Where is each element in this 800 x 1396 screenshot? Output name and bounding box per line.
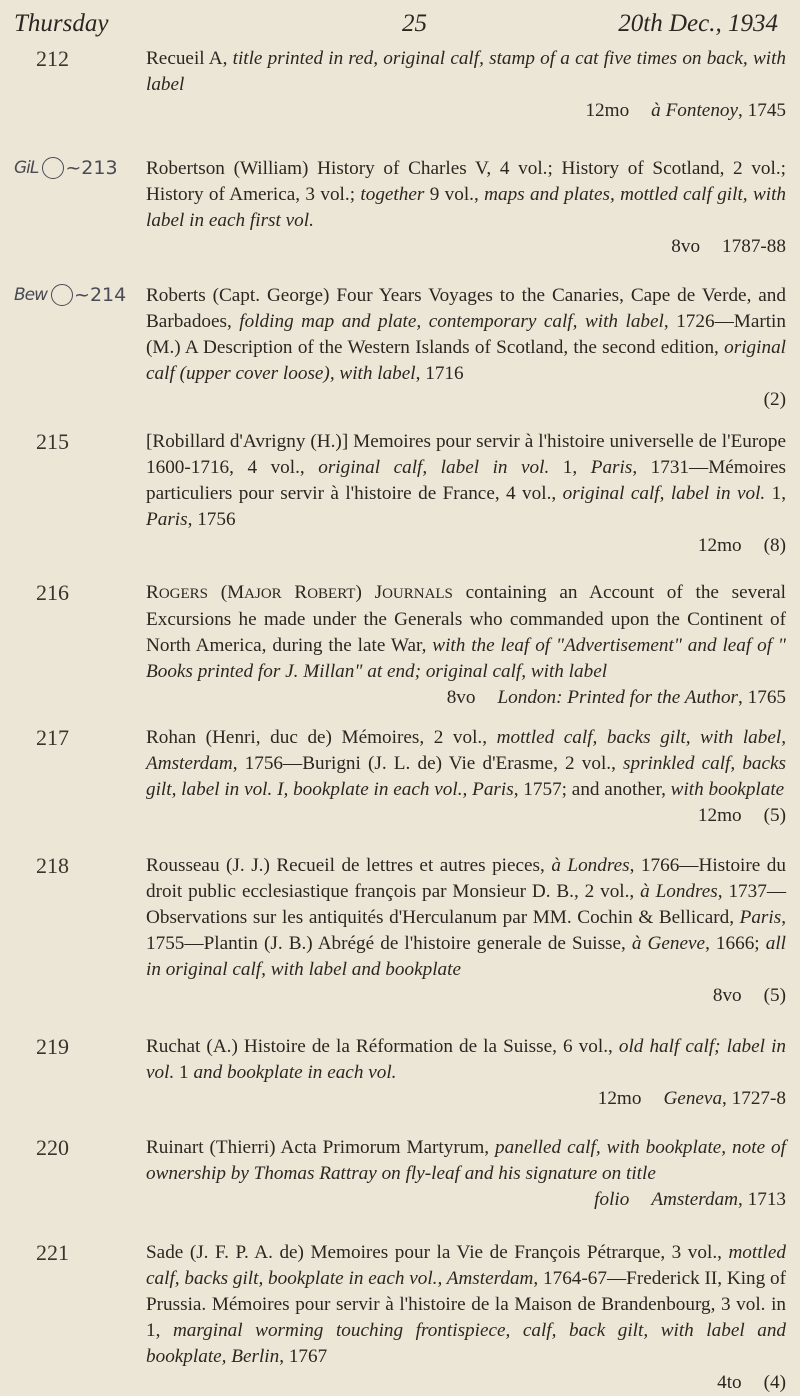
lot-imprint: 12mo (5)	[697, 805, 786, 826]
circle-mark-icon	[51, 284, 73, 306]
header-page-number: 25	[402, 10, 427, 37]
lot-number: ~214	[74, 284, 127, 306]
lot-number: 218	[36, 853, 69, 878]
lot-description: Recueil A, title printed in red, original calf, stamp of a cat five times on back, with label 12mo à Fontenoy, 1745	[146, 46, 786, 124]
lot-description: Sade (J. F. P. A. de) Memoires pour la Vie de François Pétrarque, 3 vol., mottled calf, backs gilt, bookplate in each vol., Amsterdam, 1764-67—Frederick II, King of Prussia. Mémoires pour servir à l'histoire de la Maison de Brandenbourg, 3 vol. in 1, marginal worming touching frontispiece, calf, back gilt, with label and bookplate, Berlin, 1767 4to (4)	[146, 1240, 786, 1396]
lot-description: Rohan (Henri, duc de) Mémoires, 2 vol., mottled calf, backs gilt, with label, Amsterdam, 1756—Burigni (J. L. de) Vie d'Erasme, 2 vol., sprinkled calf, backs gilt, label in vol. I, bookplate in each vol., Paris, 1757; and another, with bookplate 12mo (5)	[146, 725, 786, 829]
lot-description: Roberts (Capt. George) Four Years Voyages to the Canaries, Cape de Verde, and Barbadoes, folding map and plate, contemporary calf, with label, 1726—Martin (M.) A Description of the Western Islands of Scotland, the second edition, original calf (upper cover loose), with label, 1716 (2)	[146, 283, 786, 413]
lot-imprint: 8vo 1787-88	[671, 236, 786, 257]
lot-description: ROGERS (MAJOR ROBERT) JOURNALS containing an Account of the several Excursions he made under the Generals who commanded upon the Continent of North America, during the late War, with the leaf of "Advertisement" and leaf of " Books printed for J. Millan" at end; original calf, with label 8vo London: Printed for the Author, 1765	[146, 580, 786, 711]
lot-imprint: folio Amsterdam, 1713	[594, 1189, 786, 1210]
lot-number: ~213	[65, 157, 118, 179]
lot-imprint: 12mo Geneva, 1727-8	[597, 1088, 786, 1109]
lot-number: 215	[36, 429, 69, 454]
lot-imprint: 8vo (5)	[712, 985, 786, 1006]
lot-description: Rousseau (J. J.) Recueil de lettres et autres pieces, à Londres, 1766—Histoire du droit public ecclesiastique françois par Monsieur D. B., 2 vol., à Londres, 1737—Observations sur les antiquités d'Herculanum par MM. Cochin & Bellicard, Paris, 1755—Plantin (J. B.) Abrégé de l'histoire generale de Suisse, à Geneve, 1666; all in original calf, with label and bookplate 8vo (5)	[146, 853, 786, 1009]
handwritten-note: Bew	[14, 285, 48, 305]
lot-number: 212	[36, 46, 69, 71]
lot-description: Robertson (William) History of Charles V, 4 vol.; History of Scotland, 2 vol.; History of America, 3 vol.; together 9 vol., maps and plates, mottled calf gilt, with label in each first vol. 8vo 1787-88	[146, 156, 786, 260]
lot-imprint: 8vo London: Printed for the Author, 1765	[446, 687, 786, 708]
lot-number: 216	[36, 580, 69, 605]
lot-number: 221	[36, 1240, 69, 1265]
lot-number: 219	[36, 1034, 69, 1059]
margin-annotation	[14, 281, 134, 311]
lot-description: [Robillard d'Avrigny (H.)] Memoires pour servir à l'histoire universelle de l'Europe 1600-1716, 4 vol., original calf, label in vol. 1, Paris, 1731—Mémoires particuliers pour servir à l'histoire de France, 4 vol., original calf, label in vol. 1, Paris, 1756 12mo (8)	[146, 429, 786, 559]
header-date: 20th Dec., 1934	[618, 10, 778, 37]
lot-imprint: 12mo à Fontenoy, 1745	[585, 100, 786, 121]
circle-mark-icon	[42, 157, 64, 179]
header-day: Thursday	[14, 10, 109, 37]
margin-annotation	[14, 154, 134, 184]
lot-number: 220	[36, 1135, 69, 1160]
handwritten-note: GiL	[14, 158, 39, 178]
lot-description: Ruinart (Thierri) Acta Primorum Martyrum, panelled calf, with bookplate, note of ownership by Thomas Rattray on fly-leaf and his signature on title folio Amsterdam, 1713	[146, 1135, 786, 1213]
lot-imprint: 12mo (8)	[697, 535, 786, 556]
lot-number: 217	[36, 725, 69, 750]
lot-imprint: (2)	[763, 389, 786, 410]
lot-description: Ruchat (A.) Histoire de la Réformation de la Suisse, 6 vol., old half calf; label in vol. 1 and bookplate in each vol. 12mo Geneva, 1727-8	[146, 1034, 786, 1112]
page-header	[14, 6, 778, 42]
lot-imprint: 4to (4)	[717, 1372, 786, 1393]
